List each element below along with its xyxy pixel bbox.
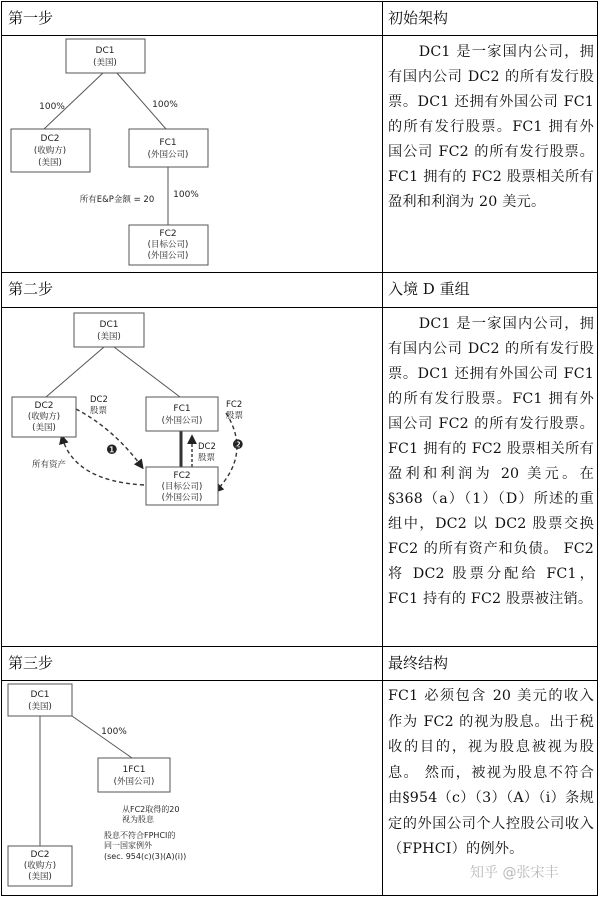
dc2-country: (美国) xyxy=(38,158,62,168)
fc2-country: (外国公司) xyxy=(147,251,189,261)
dc2-stock-transfer-arrow xyxy=(76,409,142,467)
fc1-country: (外国公司) xyxy=(161,416,203,426)
dc2-role: (收购方) xyxy=(23,861,57,871)
fc2-name: FC2 xyxy=(173,471,191,481)
fc1-country: (外国公司) xyxy=(147,150,189,160)
dc1-country: (美国) xyxy=(28,702,52,712)
row-divider xyxy=(1,646,598,647)
pct-fc1: 100% xyxy=(152,100,178,110)
ep-note: 所有E&P金额 = 20 xyxy=(79,195,155,205)
step-2-label: 第二步 xyxy=(8,280,54,298)
dc2-name: DC2 xyxy=(34,401,54,411)
d-reorganization-diagram xyxy=(4,309,378,644)
pct-fc1: 100% xyxy=(101,727,127,737)
row-divider xyxy=(1,307,598,308)
dc2-name: DC2 xyxy=(40,134,60,144)
deemed-dividend-note: 从FC2取得的20 xyxy=(122,805,180,814)
fphci-note: 股息不符合FPHCI的 xyxy=(104,831,176,840)
fc2-role: (目标公司) xyxy=(161,482,203,492)
fphci-note-2: 同一国家例外 xyxy=(104,841,152,850)
pct-fc2: 100% xyxy=(173,190,199,200)
dc2-name: DC2 xyxy=(30,850,50,860)
dc2-stock-label-2: 股票 xyxy=(90,406,108,416)
initial-structure-diagram xyxy=(4,37,378,270)
fphci-note-3: (sec. 954(c)(3)(A)(i)) xyxy=(104,852,187,861)
step-2-description: DC1 是一家国内公司，拥有国内公司 DC2 的所有发行股票。DC1 还拥有外国公司 FC1 的所有发行股票。FC1 拥有外国公司 FC2 的所有发行股票。 FC1 拥有的 FC2 股票相关所有盈利和利润为 20 美元。在§368（a）（1）（D）所述的重组中，DC2 以 DC2 股票交换 FC2 的所有资产和负债。 FC2 将 DC2 股票分配给 FC1，FC1 持有的 FC2 股票被注销。 xyxy=(388,316,594,607)
fc1-name: FC1 xyxy=(159,138,177,148)
dc1-name: DC1 xyxy=(30,690,50,700)
step-2-title: 入境 D 重组 xyxy=(388,280,470,298)
step-1-title: 初始架构 xyxy=(388,9,449,27)
deemed-dividend-note-2: 视为股息 xyxy=(122,815,154,824)
fc1-name: 1FC1 xyxy=(122,765,146,775)
watermark: 知乎 @张宋丰 xyxy=(470,865,559,881)
asset-transfer-arrow xyxy=(62,437,144,485)
dc2-stock-mid-label-2: 股票 xyxy=(198,453,216,463)
fc1-country: (外国公司) xyxy=(113,777,155,787)
fc1-name: FC1 xyxy=(173,404,191,414)
step-3-description: FC1 必须包含 20 美元的收入作为 FC2 的视为股息。出于税收的目的，视为股息被视为股息。 然而，被视为股息不符合由§954（c）（3）（A）（i）条规定的外国公司个人控股公司收入（FPHCI）的例外。 xyxy=(388,688,594,857)
final-structure-diagram xyxy=(4,682,378,894)
step-1-label: 第一步 xyxy=(8,9,54,27)
fc2-stock-label: FC2 xyxy=(226,400,243,410)
step-marker-1: ❶ xyxy=(106,443,118,458)
dc1-name: DC1 xyxy=(99,320,119,330)
all-assets-label: 所有资产 xyxy=(32,460,67,470)
dc2-country: (美国) xyxy=(28,872,52,882)
row-divider xyxy=(1,35,598,36)
step-marker-2: ❷ xyxy=(232,438,244,453)
dc2-role: (收购方) xyxy=(33,146,67,156)
dc2-country: (美国) xyxy=(32,423,56,433)
fc2-name: FC2 xyxy=(159,229,177,239)
dc1-country: (美国) xyxy=(93,58,117,68)
fc2-role: (目标公司) xyxy=(147,240,189,250)
fc2-stock-label-2: 股票 xyxy=(226,411,244,421)
fc1-box xyxy=(129,129,208,167)
dc1-name: DC1 xyxy=(95,46,115,56)
step-3-label: 第三步 xyxy=(8,654,54,672)
dc2-stock-mid-label: DC2 xyxy=(198,442,216,452)
row-divider xyxy=(1,272,598,273)
dc2-role: (收购方) xyxy=(27,412,61,422)
dc2-stock-label: DC2 xyxy=(90,395,108,405)
dc1-country: (美国) xyxy=(97,332,121,342)
step-1-description: DC1 是一家国内公司，拥有国内公司 DC2 的所有发行股票。DC1 还拥有外国公司 FC1 的所有发行股票。FC1 拥有外国公司 FC2 的所有发行股票。 FC1 拥有的 FC2 股票相关所有盈利和利润为 20 美元。 xyxy=(388,44,594,210)
fc2-country: (外国公司) xyxy=(161,493,203,503)
pct-dc2: 100% xyxy=(39,102,65,112)
step-3-title: 最终结构 xyxy=(388,654,449,672)
column-divider xyxy=(382,1,383,896)
row-divider xyxy=(1,680,598,681)
